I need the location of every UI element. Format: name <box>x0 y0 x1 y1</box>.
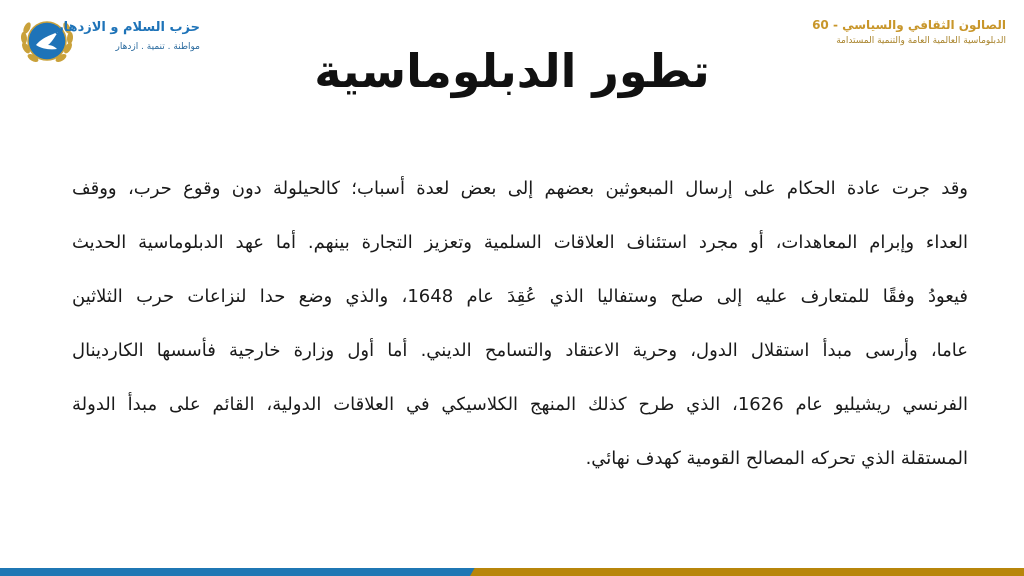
body-line: عاما، وأرسى مبدأ استقلال الدول، وحرية الاعتقاد والتسامح الديني. أما أول وزارة خارجية فأسسها الكاردينال <box>72 340 968 361</box>
body-line: وقد جرت عادة الحكام على إرسال المبعوثين بعضهم إلى بعض لعدة أسباب؛ كالحيلولة دون وقوع حرب، ووقف <box>72 178 968 199</box>
event-subtitle: الدبلوماسية العالمية العامة والتنمية المستدامة <box>836 36 1006 46</box>
event-header <box>786 18 1006 46</box>
logo-name: حزب السلام و الازدهار <box>56 20 200 35</box>
body-line: الفرنسي ريشيليو عام 1626، الذي طرح كذلك المنهج الكلاسيكي في العلاقات الدولية، القائم على مبدأ الدولة <box>72 394 968 415</box>
footer-bar-gold <box>470 568 1024 576</box>
body-line: العداء وإبرام المعاهدات، أو مجرد استئناف العلاقات السلمية وتعزيز التجارة بينهم. أما عهد الدبلوماسية الحديث <box>72 232 968 253</box>
footer-bar-blue <box>0 568 490 576</box>
body-line: المستقلة الذي تحركه المصالح القومية كهدف نهائي. <box>585 448 968 469</box>
logo-tagline: مواطنة . تنمية . ازدهار <box>115 42 200 52</box>
event-name: الصالون الثقافي والسياسي - 60 <box>812 18 1006 32</box>
body-line: فيعودُ وفقًا للمتعارف عليه إلى صلح وستفاليا الذي عُقِدَ عام 1648، والذي وضع حدا لنزاعات حرب الثلاثين <box>72 286 968 307</box>
slide-title: تطور الدبلوماسية <box>314 44 710 98</box>
body-text <box>72 162 968 486</box>
